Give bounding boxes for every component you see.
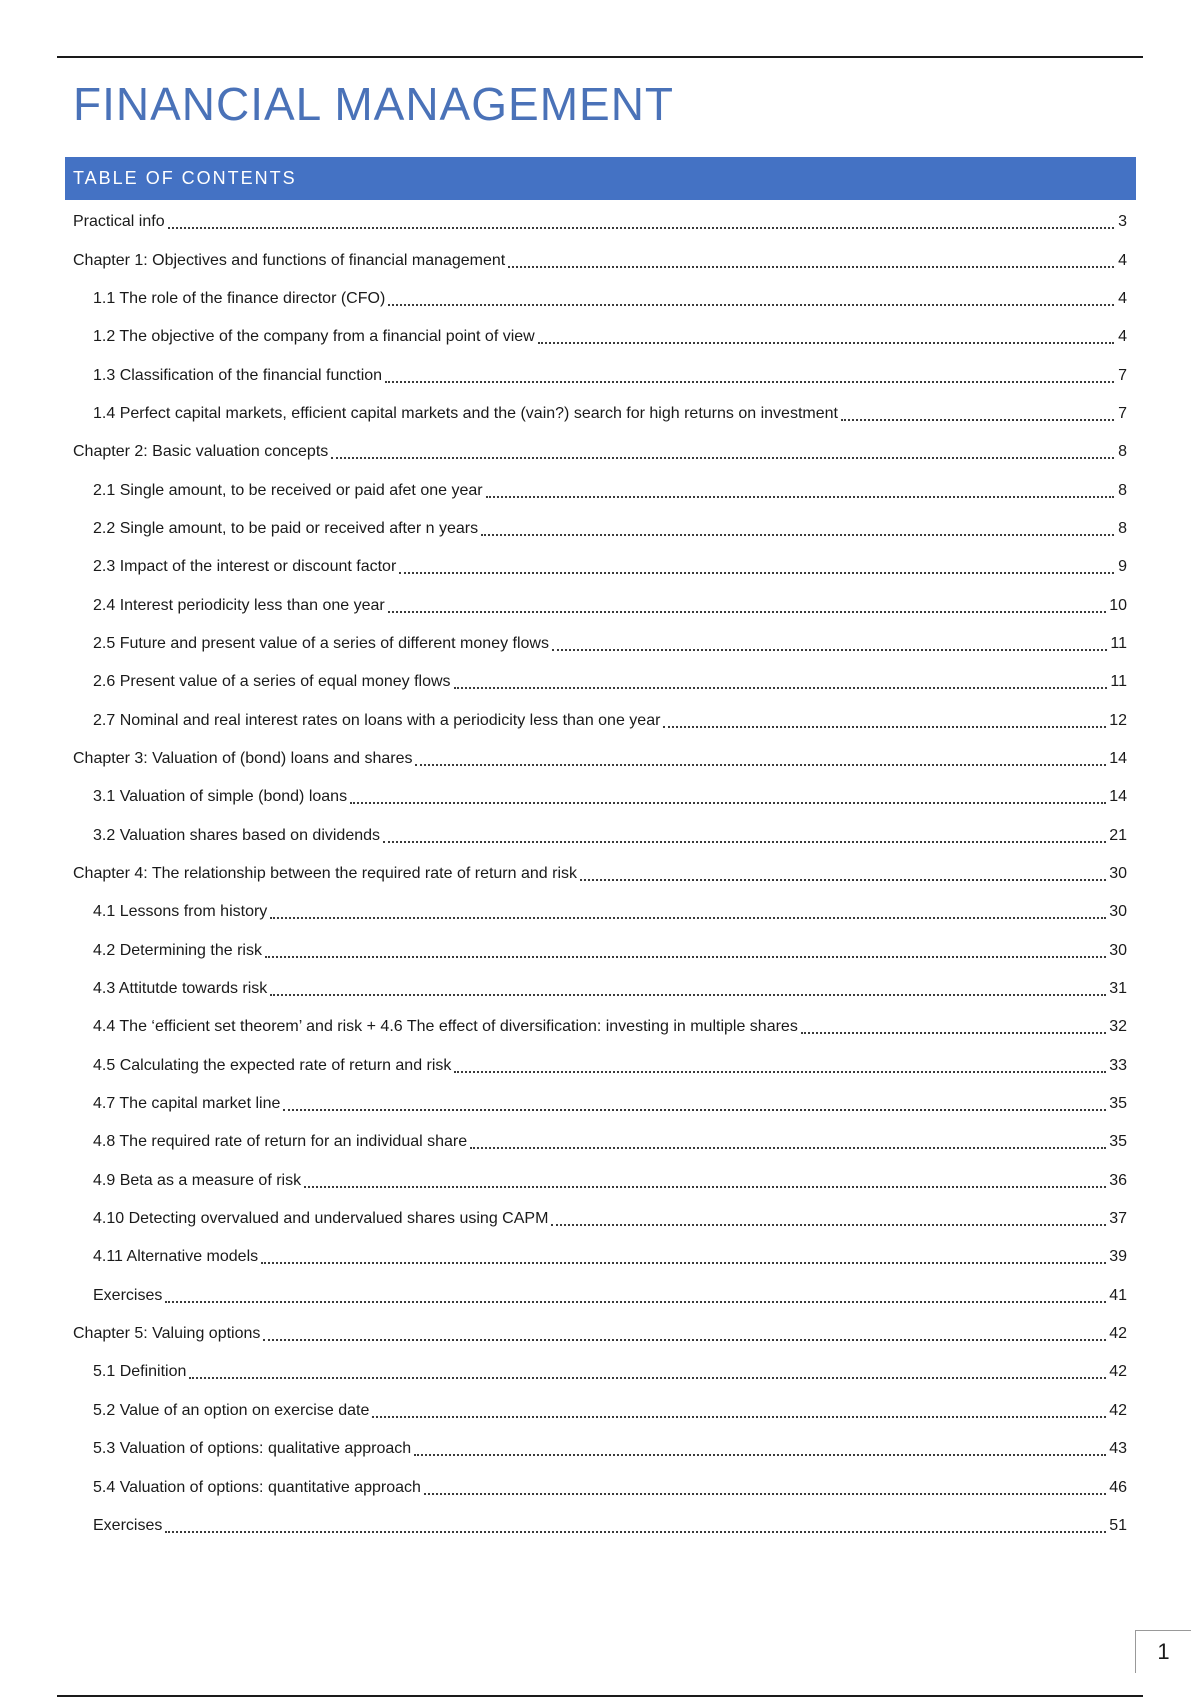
toc-entry-label: 5.3 Valuation of options: qualitative approach (93, 1440, 412, 1458)
document-title: FINANCIAL MANAGEMENT (73, 78, 675, 130)
toc-entry-page-number: 10 (1109, 596, 1127, 614)
toc-entry-page-number: 7 (1118, 404, 1127, 422)
toc-entry-label: 5.1 Definition (93, 1363, 187, 1381)
toc-entry-label: 2.5 Future and present value of a series of different money flows (93, 634, 549, 652)
table-of-contents (73, 203, 1127, 1545)
toc-section-entry[interactable] (73, 1162, 1127, 1200)
toc-entry-page-number: 51 (1109, 1516, 1127, 1534)
toc-entry-page-number: 21 (1109, 826, 1127, 844)
toc-entry-label: 1.4 Perfect capital markets, efficient capital markets and the (vain?) search for high returns on investment (93, 404, 838, 422)
toc-entry-label: 4.2 Determining the risk (93, 941, 262, 959)
toc-chapter-entry[interactable] (73, 740, 1127, 778)
toc-entry-label: 5.2 Value of an option on exercise date (93, 1401, 370, 1419)
toc-section-entry[interactable] (73, 893, 1127, 931)
toc-entry-page-number: 9 (1118, 558, 1127, 576)
toc-section-entry[interactable] (73, 1047, 1127, 1085)
toc-dot-leader (265, 956, 1106, 958)
toc-entry-page-number: 8 (1118, 519, 1127, 537)
toc-dot-leader (283, 1109, 1106, 1111)
toc-dot-leader (385, 381, 1114, 383)
toc-section-entry[interactable] (73, 932, 1127, 970)
toc-section-entry[interactable] (73, 970, 1127, 1008)
toc-dot-leader (399, 572, 1114, 574)
toc-dot-leader (580, 879, 1106, 881)
toc-dot-leader (454, 687, 1108, 689)
toc-entry-label: 4.9 Beta as a measure of risk (93, 1171, 302, 1189)
toc-entry-page-number: 8 (1118, 443, 1127, 461)
toc-entry-label: 2.6 Present value of a series of equal money flows (93, 673, 451, 691)
toc-entry-label: 4.11 Alternative models (93, 1248, 259, 1266)
toc-entry-page-number: 14 (1109, 788, 1127, 806)
toc-entry-label: 4.10 Detecting overvalued and undervalued shares using CAPM (93, 1210, 549, 1228)
toc-entry-page-number: 37 (1109, 1210, 1127, 1228)
toc-section-entry[interactable] (73, 1507, 1127, 1545)
toc-section-entry[interactable] (73, 1085, 1127, 1123)
toc-dot-leader (551, 1224, 1106, 1226)
toc-dot-leader (350, 802, 1106, 804)
toc-section-entry[interactable] (73, 1430, 1127, 1468)
toc-entry-page-number: 3 (1118, 213, 1127, 231)
toc-section-entry[interactable] (73, 395, 1127, 433)
toc-entry-page-number: 11 (1110, 634, 1127, 652)
toc-entry-page-number: 30 (1109, 941, 1127, 959)
toc-entry-page-number: 30 (1109, 865, 1127, 883)
toc-dot-leader (414, 1454, 1106, 1456)
toc-section-entry[interactable] (73, 586, 1127, 624)
toc-entry-page-number: 14 (1109, 749, 1127, 767)
toc-heading-banner (65, 157, 1136, 200)
toc-dot-leader (388, 611, 1106, 613)
toc-section-entry[interactable] (73, 548, 1127, 586)
toc-dot-leader (304, 1186, 1106, 1188)
toc-entry-page-number: 31 (1109, 980, 1127, 998)
toc-entry-page-number: 32 (1109, 1018, 1127, 1036)
toc-entry-page-number: 33 (1109, 1056, 1127, 1074)
toc-section-entry[interactable] (73, 778, 1127, 816)
footer-rule (57, 1695, 1143, 1697)
toc-chapter-entry[interactable] (73, 203, 1127, 241)
toc-entry-page-number: 4 (1118, 328, 1127, 346)
toc-dot-leader (270, 917, 1106, 919)
toc-dot-leader (189, 1377, 1106, 1379)
toc-dot-leader (454, 1071, 1106, 1073)
toc-section-entry[interactable] (73, 1238, 1127, 1276)
toc-section-entry[interactable] (73, 1468, 1127, 1506)
toc-dot-leader (663, 726, 1106, 728)
toc-entry-label: 2.3 Impact of the interest or discount factor (93, 558, 397, 576)
toc-section-entry[interactable] (73, 1123, 1127, 1161)
toc-entry-label: 4.5 Calculating the expected rate of return and risk (93, 1056, 452, 1074)
toc-entry-page-number: 4 (1118, 251, 1127, 269)
toc-section-entry[interactable] (73, 1008, 1127, 1046)
toc-dot-leader (552, 649, 1107, 651)
toc-entry-page-number: 12 (1109, 711, 1127, 729)
toc-entry-page-number: 43 (1109, 1440, 1127, 1458)
toc-section-entry[interactable] (73, 1392, 1127, 1430)
toc-entry-label: 4.7 The capital market line (93, 1095, 281, 1113)
toc-section-entry[interactable] (73, 1353, 1127, 1391)
toc-dot-leader (165, 1531, 1106, 1533)
toc-section-entry[interactable] (73, 1277, 1127, 1315)
toc-dot-leader (388, 304, 1114, 306)
toc-entry-label: 4.8 The required rate of return for an individual share (93, 1133, 468, 1151)
toc-section-entry[interactable] (73, 318, 1127, 356)
toc-entry-page-number: 46 (1109, 1478, 1127, 1496)
toc-dot-leader (481, 534, 1114, 536)
toc-dot-leader (383, 841, 1106, 843)
toc-entry-page-number: 42 (1109, 1401, 1127, 1419)
toc-chapter-entry[interactable] (73, 855, 1127, 893)
page-number: 1 (1135, 1630, 1191, 1673)
toc-entry-label: Practical info (73, 213, 165, 231)
toc-heading: TABLE OF CONTENTS (73, 168, 297, 188)
toc-dot-leader (538, 342, 1114, 344)
toc-entry-label: 4.1 Lessons from history (93, 903, 268, 921)
toc-entry-page-number: 8 (1118, 481, 1127, 499)
toc-section-entry[interactable] (73, 701, 1127, 739)
toc-entry-label: Exercises (93, 1516, 163, 1534)
toc-entry-label: 1.2 The objective of the company from a financial point of view (93, 328, 535, 346)
toc-entry-label: Chapter 4: The relationship between the required rate of return and risk (73, 865, 577, 883)
header-rule (57, 56, 1143, 58)
toc-entry-page-number: 30 (1109, 903, 1127, 921)
toc-entry-page-number: 41 (1109, 1286, 1127, 1304)
toc-dot-leader (470, 1147, 1106, 1149)
toc-dot-leader (263, 1339, 1106, 1341)
toc-entry-label: 4.3 Attitutde towards risk (93, 980, 268, 998)
toc-entry-label: Chapter 1: Objectives and functions of financial management (73, 251, 506, 269)
toc-entry-label: 1.1 The role of the finance director (CFO) (93, 289, 386, 307)
toc-entry-page-number: 36 (1109, 1171, 1127, 1189)
toc-entry-page-number: 42 (1109, 1363, 1127, 1381)
toc-entry-label: 3.2 Valuation shares based on dividends (93, 826, 381, 844)
toc-entry-label: Chapter 5: Valuing options (73, 1325, 261, 1343)
toc-entry-page-number: 11 (1110, 673, 1127, 691)
toc-entry-label: Exercises (93, 1286, 163, 1304)
toc-chapter-entry[interactable] (73, 1315, 1127, 1353)
toc-dot-leader (331, 457, 1114, 459)
toc-dot-leader (486, 496, 1114, 498)
toc-entry-page-number: 7 (1118, 366, 1127, 384)
toc-entry-page-number: 42 (1109, 1325, 1127, 1343)
toc-dot-leader (508, 266, 1114, 268)
toc-entry-label: 2.1 Single amount, to be received or paid afet one year (93, 481, 483, 499)
toc-entry-label: 2.7 Nominal and real interest rates on loans with a periodicity less than one year (93, 711, 661, 729)
toc-dot-leader (841, 419, 1114, 421)
toc-dot-leader (372, 1416, 1106, 1418)
toc-entry-label: 2.2 Single amount, to be paid or received after n years (93, 519, 479, 537)
toc-section-entry[interactable] (73, 817, 1127, 855)
toc-dot-leader (801, 1032, 1106, 1034)
toc-dot-leader (270, 994, 1106, 996)
toc-section-entry[interactable] (73, 625, 1127, 663)
toc-section-entry[interactable] (73, 356, 1127, 394)
toc-section-entry[interactable] (73, 471, 1127, 509)
toc-entry-label: 1.3 Classification of the financial function (93, 366, 383, 384)
toc-entry-label: 4.4 The ‘efficient set theorem’ and risk + 4.6 The effect of diversification: investing in multiple shares (93, 1018, 798, 1036)
toc-section-entry[interactable] (73, 663, 1127, 701)
toc-entry-page-number: 39 (1109, 1248, 1127, 1266)
toc-dot-leader (424, 1493, 1106, 1495)
toc-section-entry[interactable] (73, 510, 1127, 548)
toc-section-entry[interactable] (73, 280, 1127, 318)
toc-entry-page-number: 35 (1109, 1133, 1127, 1151)
toc-entry-page-number: 4 (1118, 289, 1127, 307)
toc-entry-label: Chapter 3: Valuation of (bond) loans and shares (73, 749, 413, 767)
toc-dot-leader (261, 1262, 1106, 1264)
toc-dot-leader (415, 764, 1106, 766)
toc-dot-leader (165, 1301, 1106, 1303)
toc-entry-label: 3.1 Valuation of simple (bond) loans (93, 788, 348, 806)
toc-chapter-entry[interactable] (73, 433, 1127, 471)
toc-section-entry[interactable] (73, 1200, 1127, 1238)
toc-dot-leader (168, 227, 1114, 229)
toc-chapter-entry[interactable] (73, 241, 1127, 279)
toc-entry-label: Chapter 2: Basic valuation concepts (73, 443, 329, 461)
toc-entry-label: 2.4 Interest periodicity less than one year (93, 596, 385, 614)
toc-entry-page-number: 35 (1109, 1095, 1127, 1113)
toc-entry-label: 5.4 Valuation of options: quantitative approach (93, 1478, 421, 1496)
